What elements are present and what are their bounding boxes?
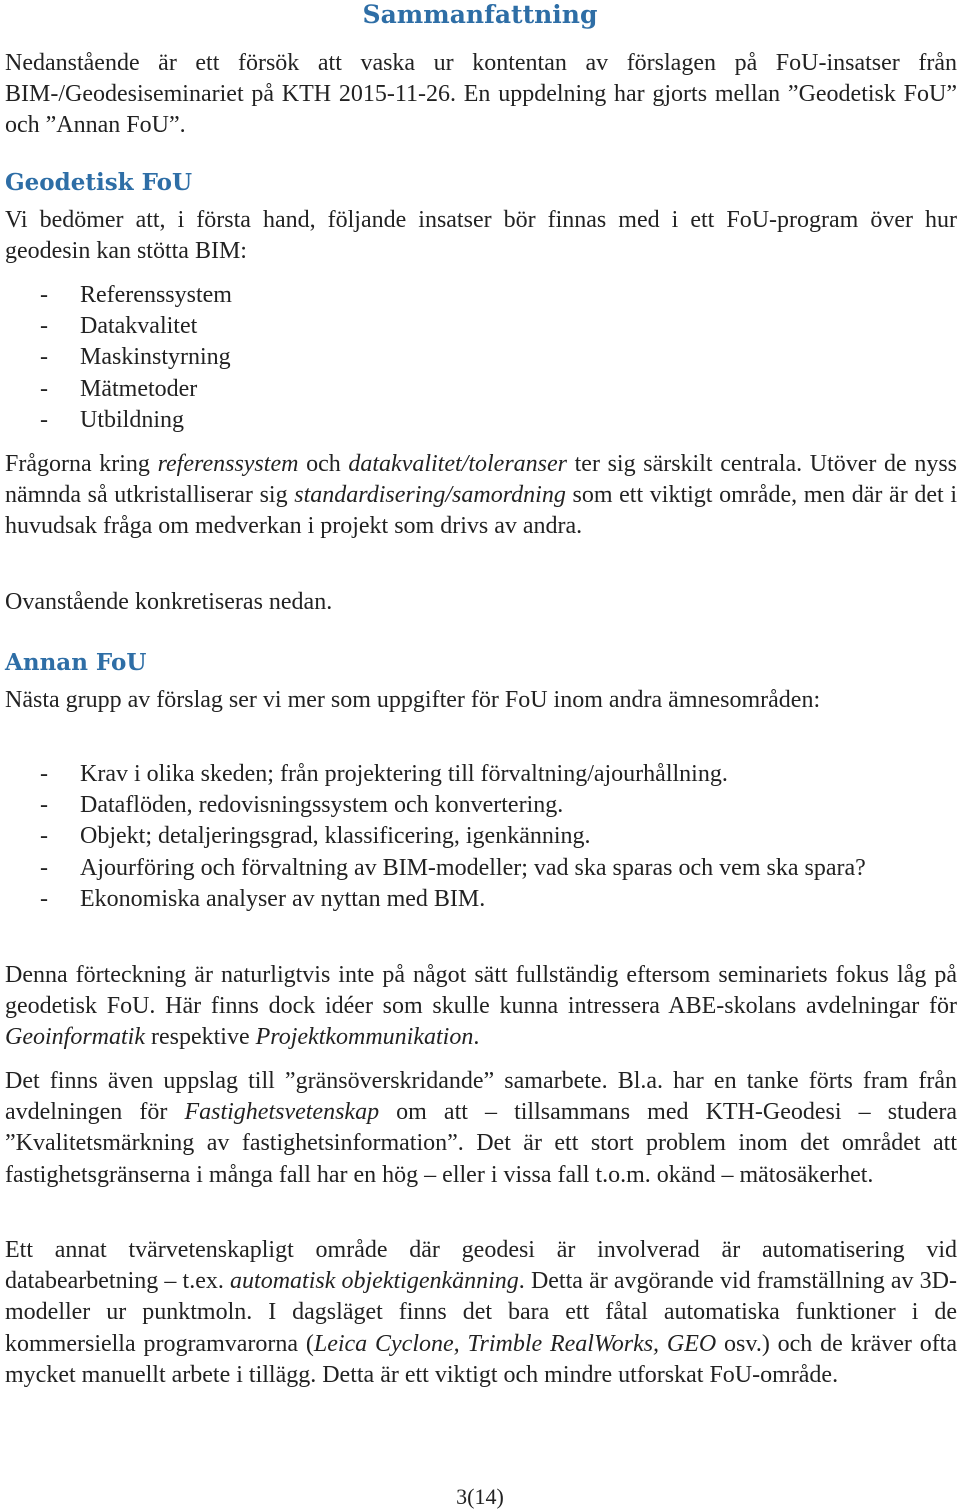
other-lead-paragraph: Nästa grupp av förslag ser vi mer som uppgifter för FoU inom andra ämnesområden: [5, 687, 821, 713]
section-heading-geodetic: Geodetisk FoU [5, 169, 193, 196]
section-heading-other: Annan FoU [5, 649, 147, 676]
list-item: - Utbildning [40, 406, 185, 433]
other-paragraph-2: Det finns även uppslag till ”gränsöverskridande” samarbete. Bl.a. har en tanke förts fram från avdelningen för Fastighetsvetenskap om att – tillsammans med KTH-Geodesi – studera ”Kvalitetsmärkning av fastighetsinformation”. Det är ett stort problem inom det området att fastighetsgränserna i många fall har en hög – eller i vissa fall t.o.m. okänd – mätosäkerhet. [5, 1068, 957, 1188]
geodetic-list [5, 280, 957, 436]
list-item: - Krav i olika skeden; från projektering till förvaltning/ajourhållning. [40, 761, 728, 787]
other-list [5, 759, 957, 915]
list-item: - Referenssystem [40, 282, 232, 308]
geodetic-paragraph-1: Frågorna kring referenssystem och datakvalitet/toleranser ter sig särskilt centrala. Utöver de nyss nämnda så utkristalliserar sig standardisering/samordning som ett viktigt område, men där är det i huvudsak fråga om medverkan i projekt som drivs av andra. [5, 451, 958, 540]
list-item: - Datakvalitet [40, 313, 198, 340]
list-item: - Objekt; detaljeringsgrad, klassificering, igenkänning. [40, 823, 591, 850]
page-title: Sammanfattning [362, 0, 598, 29]
geodetic-lead-paragraph: Vi bedömer att, i första hand, följande insatser bör finnas med i ett FoU-program över hur geodesin kan stötta BIM: [5, 207, 957, 265]
list-item: - Ekonomiska analyser av nyttan med BIM. [40, 885, 486, 912]
list-item: - Maskinstyrning [40, 344, 231, 371]
other-paragraph-1: Denna förteckning är naturligtvis inte på något sätt fullständig eftersom seminariets fokus låg på geodetisk FoU. Här finns dock idéer som skulle kunna intressera ABE-skolans avdelningar för Geoinformatik respektive Projektkommunikation. [5, 962, 957, 1051]
list-item: - Mätmetoder [40, 375, 198, 402]
list-item: - Dataflöden, redovisningssystem och konvertering. [40, 792, 564, 819]
page-number: 3(14) [456, 1484, 504, 1509]
list-item: - Ajourföring och förvaltning av BIM-modeller; vad ska sparas och vem ska spara? [40, 854, 866, 881]
other-paragraph-3: Ett annat tvärvetenskapligt område där geodesi är involverad är automatisering vid databearbetning – t.ex. automatisk objektigenkänning. Detta är avgörande vid framställning av 3D-modeller ur punktmoln. I dagsläget finns det bara ett fåtal automatiska funktioner i de kommersiella programvarorna (Leica Cyclone, Trimble RealWorks, GEO osv.) och de kräver ofta mycket manuellt arbete i tillägg. Detta är ett viktigt och mindre utforskat FoU-område. [5, 1237, 958, 1388]
intro-paragraph: Nedanstående är ett försök att vaska ur kontentan av förslagen på FoU-insatser från BIM-/Geodesiseminariet på KTH 2015-11-26. En uppdelning har gjorts mellan ”Geodetisk FoU” och ”Annan FoU”. [5, 50, 957, 139]
geodetic-paragraph-2: Ovanstående konkretiseras nedan. [5, 589, 333, 615]
